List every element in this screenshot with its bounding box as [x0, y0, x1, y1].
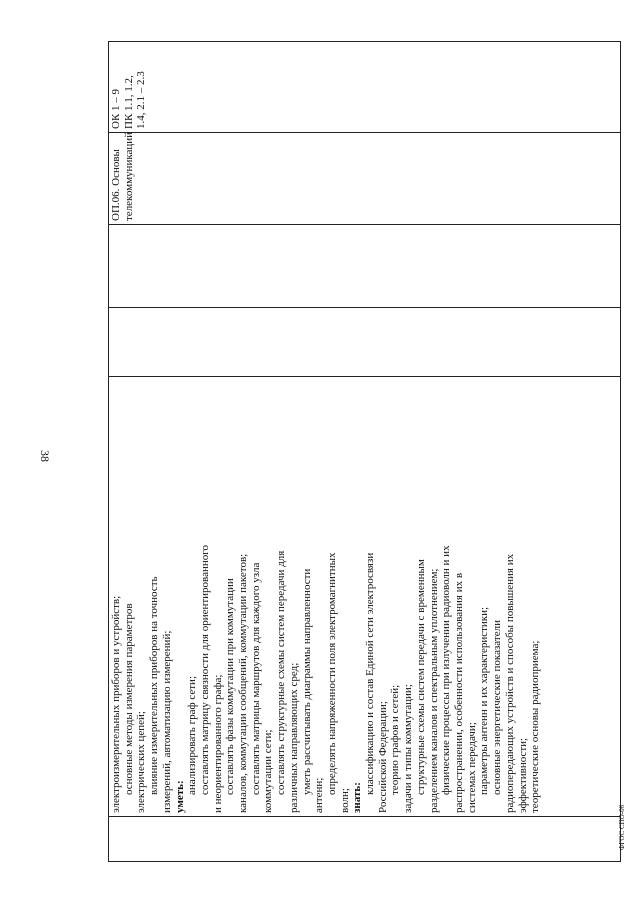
content-line: разделением каналов и спектральным уплотнением; — [427, 568, 440, 813]
classroom-hours-cell — [109, 225, 621, 308]
content-line: определять напряженности поля электромагнитных — [325, 552, 338, 795]
content-line: теоретические основы радиоприема; — [529, 640, 542, 813]
content-line: основные методы измерения параметров — [122, 603, 135, 795]
content-line: классификацию и состав Единой сети электросвязи — [364, 552, 377, 795]
content-line: электрических цепей; — [135, 711, 148, 813]
content-line: параметры антенн и их характеристики; — [478, 606, 491, 795]
content-line: электроизмерительных приборов и устройств; — [110, 595, 122, 813]
content-line: основные энергетические показатели — [491, 620, 504, 795]
content-line: и неориентированного графа; — [211, 674, 224, 813]
content-line: распространении, особенности использования их в — [452, 572, 465, 813]
content-line: каналов, коммутации сообщений, коммутации пакетов; — [237, 553, 250, 813]
content-line: составлять фазы коммутации при коммутации — [224, 578, 237, 795]
content-line: уметь рассчитывать диаграммы направленности — [300, 568, 313, 795]
index-cell — [109, 817, 621, 862]
content-line: влияние измерительных приборов на точность — [148, 576, 161, 795]
content-line: знать: — [351, 782, 364, 813]
content-line: задачи и типы коммутации; — [402, 684, 415, 813]
content-line: различных направляющих сред; — [287, 662, 300, 813]
rotated-table-container — [108, 42, 621, 862]
content-line: измерений, автоматизацию измерений; — [160, 630, 173, 813]
content-line: уметь: — [173, 780, 186, 813]
content-line: анализировать граф сети; — [186, 676, 199, 795]
content-line: эффективности; — [516, 737, 529, 813]
curriculum-table — [108, 41, 621, 862]
content-line: физические процессы при излучении радиоволн и их — [440, 545, 453, 795]
content-line: составлять матрицы маршрутов для каждого узла — [249, 562, 262, 795]
content-line: коммутации сети; — [262, 729, 275, 813]
content-cell — [109, 377, 621, 817]
content-line: волн; — [338, 788, 351, 813]
table-row — [109, 42, 621, 862]
content-line: антенн; — [313, 777, 326, 813]
competencies-cell — [109, 42, 621, 133]
page-number: 38 — [38, 450, 52, 462]
discipline-cell: ОП.06. Основы телекоммуникаций — [109, 133, 621, 225]
competency-line: ПК 1.1, 1.2, — [122, 75, 135, 129]
content-line: составлять структурные схемы систем передачи для — [275, 550, 288, 795]
content-line: радиопередающих устройств и способы повышения их — [503, 553, 516, 813]
footer-code: ФГОС СПО-06 — [618, 804, 626, 850]
content-line: теорию графов и сетей; — [389, 684, 402, 795]
competency-line: ОК 1 – 9 — [110, 88, 122, 129]
content-line: составлять матрицу связности для ориентированного — [198, 545, 211, 795]
max-load-cell — [109, 308, 621, 377]
content-line: структурные схемы систем передачи с временным — [414, 559, 427, 795]
competency-line: 1.4, 2.1 – 2.3 — [135, 71, 148, 129]
content-line: Российской Федерации; — [376, 701, 389, 813]
content-line: системах передачи; — [465, 722, 478, 813]
